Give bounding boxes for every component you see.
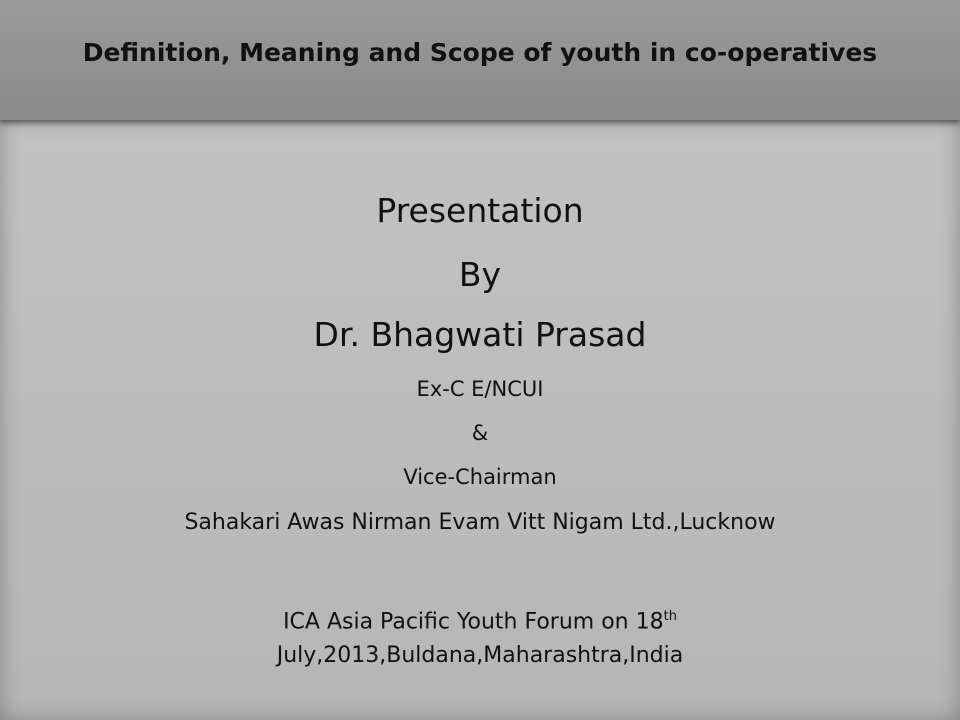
slide-title: Definition, Meaning and Scope of youth in co-operatives bbox=[82, 38, 878, 67]
by-line: By bbox=[458, 255, 502, 294]
former-position: Ex-C E/NCUI bbox=[416, 377, 544, 401]
forum-date-location: July,2013,Buldana,Maharashtra,India bbox=[276, 643, 684, 669]
presenter-name: Dr. Bhagwati Prasad bbox=[313, 315, 647, 354]
forum-info bbox=[0, 600, 960, 673]
organization: Sahakari Awas Nirman Evam Vitt Nigam Ltd.,Lucknow bbox=[184, 510, 776, 535]
title-bar bbox=[0, 0, 960, 120]
forum-title: ICA Asia Pacific Youth Forum on 18 bbox=[283, 609, 664, 635]
ampersand: & bbox=[471, 421, 489, 445]
current-position: Vice-Chairman bbox=[403, 465, 557, 489]
presentation-heading: Presentation bbox=[376, 191, 584, 230]
forum-date-suffix: th bbox=[663, 609, 677, 624]
